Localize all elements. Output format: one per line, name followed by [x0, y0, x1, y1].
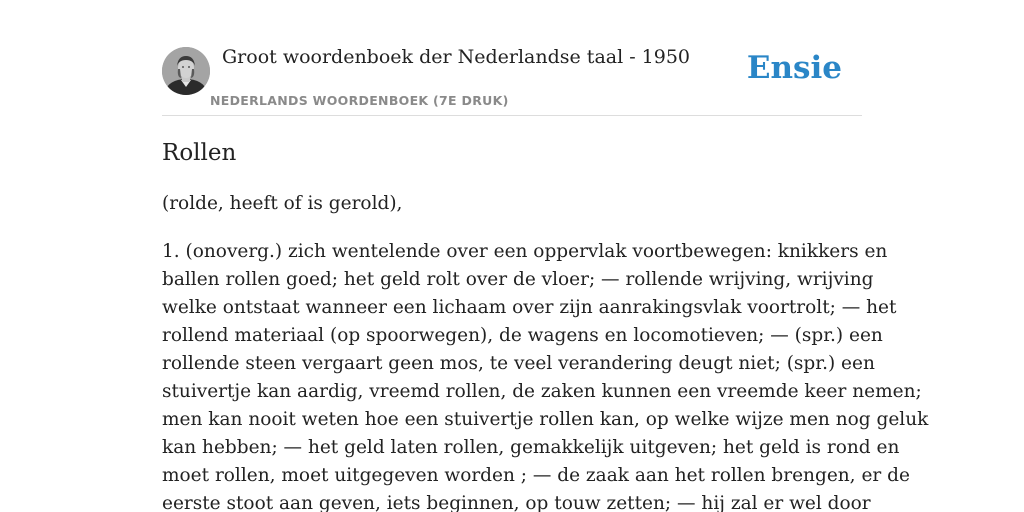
author-portrait-icon[interactable] — [162, 47, 210, 95]
definition-line: rollend materiaal (op spoorwegen), de wagens en locomotieven; — (spr.) een — [162, 325, 883, 346]
definition-line: kan hebben; — het geld laten rollen, gemakkelijk uitgeven; het geld is rond en — [162, 437, 900, 458]
page-container — [162, 0, 929, 512]
book-subtitle: NEDERLANDS WOORDENBOEK (7E DRUK) — [210, 93, 509, 108]
entry-definition — [162, 238, 929, 512]
entry-title: Rollen — [162, 140, 237, 166]
definition-line: moet rollen, moet uitgegeven worden ; — de zaak aan het rollen brengen, er de — [162, 465, 910, 486]
page-header — [162, 0, 862, 116]
definition-line: men kan nooit weten hoe een stuivertje rollen kan, op welke wijze men nog geluk — [162, 409, 929, 430]
definition-line: eerste stoot aan geven, iets beginnen, op touw zetten; — hij zal er wel door — [162, 493, 871, 512]
definition-line: welke ontstaat wanneer een lichaam over zijn aanrakingsvlak voortrolt; — het — [162, 297, 897, 318]
definition-line: rollende steen vergaart geen mos, te veel verandering deugt niet; (spr.) een — [162, 353, 875, 374]
definition-line: 1. (onoverg.) zich wentelende over een oppervlak voortbewegen: knikkers en — [162, 241, 888, 262]
book-title-link[interactable]: Groot woordenboek der Nederlandse taal - 1950 — [222, 46, 691, 68]
ensie-logo[interactable]: Ensie — [746, 50, 842, 86]
definition-line: ballen rollen goed; het geld rolt over de vloer; — rollende wrijving, wrijving — [162, 269, 874, 290]
definition-line: stuivertje kan aardig, vreemd rollen, de zaken kunnen een vreemde keer nemen; — [162, 381, 922, 402]
entry-grammar: (rolde, heeft of is gerold), — [162, 193, 403, 214]
